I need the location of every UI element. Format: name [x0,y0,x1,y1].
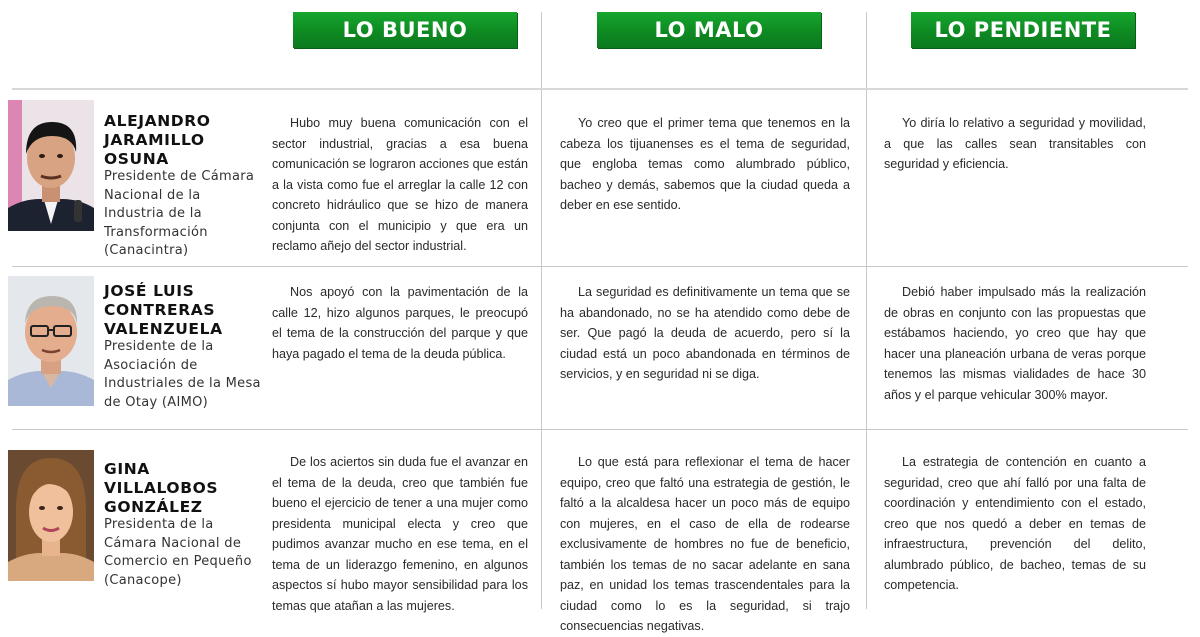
cell-lo-malo: La seguridad es definitivamente un tema que se ha abandonado, no se ha atendido como debe de ser. Que pagó la deuda de acuerdo, pero sí la ciudad está un poco abandonada en términos de servicios, y en seguridad ni se diga. [560,285,850,381]
cell-lo-bueno: Nos apoyó con la pavimentación de la calle 12, hizo algunos parques, le preocupó el tema de la construcción del parque y que haya pagado el tema de la deuda pública. [272,285,528,361]
header-lo-pendiente-label: LO PENDIENTE [934,18,1112,42]
portrait-man-dark-hair-icon [8,100,94,231]
column-divider [541,12,542,609]
cell-lo-malo: Yo creo que el primer tema que tenemos en la cabeza los tijuanenses es el tema de seguridad, que engloba temas como alumbrado público, bacheo y demás, sabemos que la ciudad queda a deber en ese sentido. [560,116,850,212]
person-name: JOSÉ LUIS CONTRERAS VALENZUELA [104,282,223,338]
cell-lo-bueno: De los aciertos sin duda fue el avanzar en el tema de la deuda, creo que también fue bueno el ejercicio de tener a una mujer como presidenta municipal electa y creo que pudimos avanzar mucho en ese tema, en el tema de un liderazgo femenino, en algunos aspectos sí hubo mayor sensibilidad para los temas que atañan a las mujeres. [272,455,528,613]
portrait-woman-long-hair-icon [8,450,94,581]
row-divider [12,266,1188,267]
header-lo-bueno-label: LO BUENO [342,18,468,42]
avatar [8,276,94,406]
person-name: GINA VILLALOBOS GONZÁLEZ [104,460,219,516]
avatar [8,450,94,581]
cell-lo-pendiente: Yo diría lo relativo a seguridad y movilidad, a que las calles sean transitables con seguridad y eficiencia. [884,116,1146,171]
person-role: Presidente de la Asociación de Industriales de la Mesa de Otay (AIMO) [104,339,261,410]
cell-lo-bueno: Hubo muy buena comunicación con el sector industrial, gracias a esa buena comunicación se lograron acciones que están a la vista como fue el arreglar la calle 12 con concreto hidráulico que se hizo de manera conjunta con el municipio y que era un reclamo añejo del sector industrial. [272,116,528,253]
row-divider [12,88,1188,90]
cell-lo-pendiente: Debió haber impulsado más la realización de obras en conjunto con las propuestas que estábamos haciendo, yo creo que hay que hacer una planeación urbana de veras porque tenemos las mismas vialidades de hace 30 años y el parque vehicular 300% mayor. [884,285,1146,402]
person-role: Presidente de Cámara Nacional de la Industria de la Transformación (Canacintra) [104,169,255,258]
person-role: Presidenta de la Cámara Nacional de Comercio en Pequeño (Canacope) [104,517,252,588]
header-lo-malo [597,12,821,48]
cell-lo-pendiente: La estrategia de contención en cuanto a seguridad, creo que ahí falló por una falta de coordinación y entendimiento con el estado, creo que nos quedó a deber en temas de infraestructura, prevención del delito, alumbrado público, de bacheo, temas de su competencia. [884,455,1146,592]
row-divider [12,429,1188,430]
header-lo-malo-label: LO MALO [654,18,764,42]
cell-lo-malo: Lo que está para reflexionar el tema de hacer equipo, creo que faltó una estrategia de gestión, le faltó a la alcaldesa hacer un poco más de equipo con mujeres, en el caso de ella de rodearse exclusivamente de hombres no fue de beneficio, también los temas de no sacar adelante en sana paz, en unidad los temas trascendentales para la ciudad como lo es la seguridad, si trajo consecuencias negativas. [560,455,850,633]
portrait-man-gray-hair-glasses-icon [8,276,94,406]
avatar [8,100,94,231]
column-divider [866,12,867,609]
header-lo-bueno [293,12,517,48]
person-name: ALEJANDRO JARAMILLO OSUNA [104,112,211,168]
header-lo-pendiente [911,12,1135,48]
